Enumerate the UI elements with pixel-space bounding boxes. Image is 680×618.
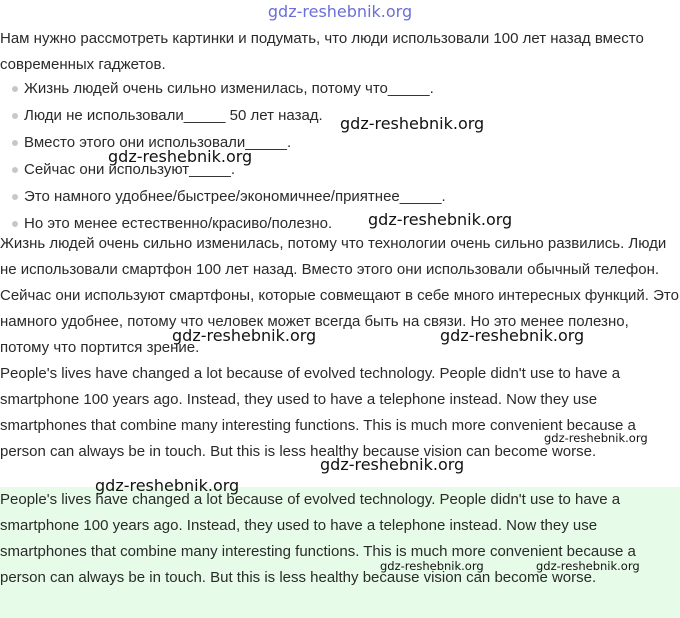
answer-english-highlighted: People's lives have changed a lot because of evolved technology. People didn't use to have a smartphone 100 years ago. Instead, they used to have a telephone instead. Now they use smartphones that combine many interesting functions. This is much more convenient because a person can always be in touch. But this is less healthy because vision can become worse. xyxy=(0,487,680,618)
list-item: Люди не использовали_____ 50 лет назад. xyxy=(0,102,680,129)
watermark: gdz-reshebnik.org xyxy=(536,559,640,573)
watermark: gdz-reshebnik.org xyxy=(544,431,648,445)
watermark: gdz-reshebnik.org xyxy=(95,476,240,495)
watermark: gdz-reshebnik.org xyxy=(340,114,485,133)
watermark: gdz-reshebnik.org xyxy=(320,455,465,474)
list-item: Это намного удобнее/быстрее/экономичнее/приятнее_____. xyxy=(0,183,680,210)
answer-russian: Жизнь людей очень сильно изменилась, потому что технологии очень сильно развились. Люди не использовали смартфон 100 лет назад. Вместо этого они использовали обычный телефон. Сейчас они используют смартфоны, которые совмещают в себе много интересных функций. Это намного удобнее, потому что человек может всегда быть на связи. Но это менее полезно, потому что портится зрение. xyxy=(0,235,679,356)
list-item: Вместо этого они использовали_____. xyxy=(0,129,680,156)
watermark: gdz-reshebnik.org xyxy=(380,559,484,573)
watermark: gdz-reshebnik.org xyxy=(108,147,253,166)
answer-english: People's lives have changed a lot because of evolved technology. People didn't use to have a smartphone 100 years ago. Instead, they used to have a telephone instead. Now they use smartphones that combine many interesting functions. This is much more convenient because a person can always be in touch. But this is less healthy because vision can become worse. xyxy=(0,365,636,460)
list-item: Но это менее естественно/красиво/полезно. xyxy=(0,210,680,237)
watermark: gdz-reshebnik.org xyxy=(172,326,317,345)
task-intro: Нам нужно рассмотреть картинки и подумать, что люди использовали 100 лет назад вместо современных гаджетов. xyxy=(0,30,644,73)
watermark: gdz-reshebnik.org xyxy=(440,326,585,345)
hint-list xyxy=(0,75,680,237)
list-item: Жизнь людей очень сильно изменилась, потому что_____. xyxy=(0,75,680,102)
watermark: gdz-reshebnik.org xyxy=(368,210,513,229)
header-watermark: gdz-reshebnik.org xyxy=(267,2,413,21)
list-item: Сейчас они используют_____. xyxy=(0,156,680,183)
